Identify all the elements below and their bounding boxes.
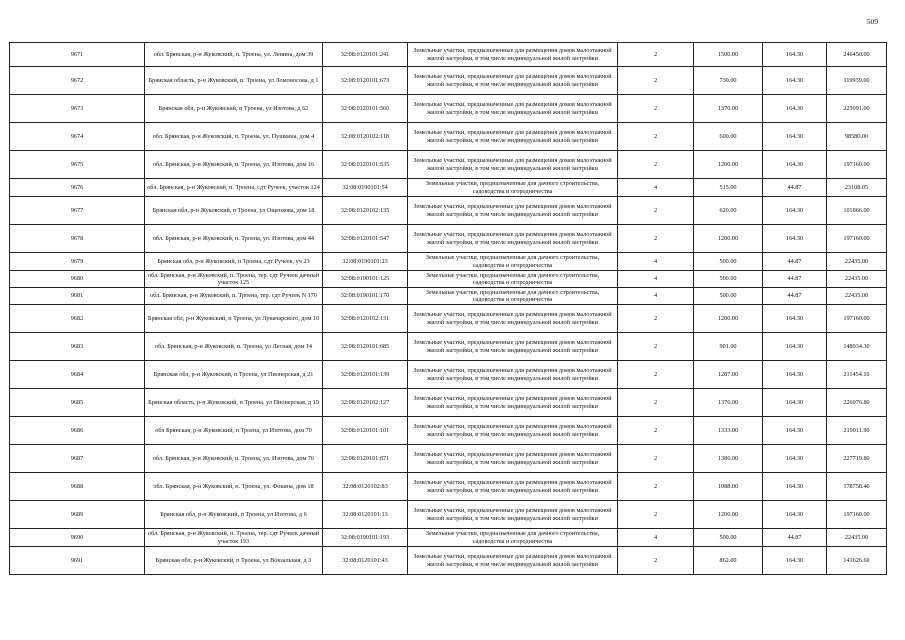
table-row bbox=[10, 67, 887, 95]
row-number: 9677 bbox=[10, 197, 145, 225]
land-purpose-cell: Земельные участки, предназначенные для размещения домов малоэтажной жилой застройки, в том числе индивидуальной жилой застройки bbox=[408, 389, 618, 417]
rate-cell: 164.30 bbox=[763, 547, 827, 575]
cadastral-number-cell: 32:08:0120102:131 bbox=[323, 305, 408, 333]
group-cell: 2 bbox=[618, 333, 694, 361]
address-cell: обл. Брянская, р-н Жуковский, п. Троена, ул. Пушкина, дом 4 bbox=[145, 123, 323, 151]
group-cell: 2 bbox=[618, 123, 694, 151]
rate-cell: 164.30 bbox=[763, 305, 827, 333]
row-number: 9682 bbox=[10, 305, 145, 333]
row-number: 9680 bbox=[10, 271, 145, 288]
row-number: 9672 bbox=[10, 67, 145, 95]
table-row bbox=[10, 225, 887, 253]
cadastral-value-cell: 197160.00 bbox=[827, 305, 887, 333]
cadastral-number-cell: 32:08:0120102:135 bbox=[323, 197, 408, 225]
address-cell: обл. Брянская, р-н Жуковский, п. Троена, ул. Фокина, дом 18 bbox=[145, 473, 323, 501]
land-purpose-cell: Земельные участки, предназначенные для дачного строительства, садоводства и огородничества bbox=[408, 288, 618, 305]
table-row bbox=[10, 95, 887, 123]
row-number: 9681 bbox=[10, 288, 145, 305]
area-cell: 1386.00 bbox=[694, 445, 763, 473]
land-purpose-cell: Земельные участки, предназначенные для размещения домов малоэтажной жилой застройки, в том числе индивидуальной жилой застройки bbox=[408, 305, 618, 333]
table-row bbox=[10, 271, 887, 288]
cadastral-number-cell: 32:08:0120101:871 bbox=[323, 445, 408, 473]
cadastral-number-cell: 32:08:0190101:193 bbox=[323, 529, 408, 547]
address-cell: обл. Брянская, р-н Жуковский, п. Троена, ул. Изотова, дом 44 bbox=[145, 225, 323, 253]
area-cell: 500.00 bbox=[694, 271, 763, 288]
rate-cell: 164.30 bbox=[763, 197, 827, 225]
cadastral-number-cell: 32:08:0190101:125 bbox=[323, 271, 408, 288]
table-row bbox=[10, 123, 887, 151]
address-cell: Брянская область, р-н Жуковский, п Троена, ул Пионерская, д 19 bbox=[145, 389, 323, 417]
group-cell: 2 bbox=[618, 197, 694, 225]
cadastral-value-cell: 22435.00 bbox=[827, 253, 887, 271]
cadastral-number-cell: 32:08:0120101:13 bbox=[323, 501, 408, 529]
table-row bbox=[10, 151, 887, 179]
area-cell: 500.00 bbox=[694, 529, 763, 547]
address-cell: обл. Брянская, р-н Жуковский, п. Троена, тер. сдт Ручеек дачный участок 193 bbox=[145, 529, 323, 547]
cadastral-value-cell: 98580.00 bbox=[827, 123, 887, 151]
row-number: 9686 bbox=[10, 417, 145, 445]
group-cell: 2 bbox=[618, 225, 694, 253]
address-cell: Брянская обл, р-н Жуковский, п Троена, ул Вокзальная, д 3 bbox=[145, 547, 323, 575]
address-cell: обл. Брянская, р-н Жуковский, п. Троена, тер. сдт Ручеек дачный участок 125 bbox=[145, 271, 323, 288]
row-number: 9678 bbox=[10, 225, 145, 253]
land-purpose-cell: Земельные участки, предназначенные для размещения домов малоэтажной жилой застройки, в том числе индивидуальной жилой застройки bbox=[408, 225, 618, 253]
table-row bbox=[10, 473, 887, 501]
table-row bbox=[10, 547, 887, 575]
land-purpose-cell: Земельные участки, предназначенные для размещения домов малоэтажной жилой застройки, в том числе индивидуальной жилой застройки bbox=[408, 151, 618, 179]
address-cell: обл Брянская, р-н Жуковский, п Троена, ул Изотова, дом 70 bbox=[145, 417, 323, 445]
cadastral-value-cell: 23108.05 bbox=[827, 179, 887, 197]
cadastral-number-cell: 32:08:0120102:127 bbox=[323, 389, 408, 417]
table-row bbox=[10, 197, 887, 225]
cadastral-value-cell: 219011.90 bbox=[827, 417, 887, 445]
row-number: 9674 bbox=[10, 123, 145, 151]
area-cell: 1287.00 bbox=[694, 361, 763, 389]
cadastral-number-cell: 32:08:0120101:241 bbox=[323, 43, 408, 67]
cadastral-number-cell: 32:08:0120101:560 bbox=[323, 95, 408, 123]
address-cell: обл. Брянская, р-н Жуковский, п. Троена, ул. Ленина, дом 39 bbox=[145, 43, 323, 67]
address-cell: Брянская обл, р-н Жуковский, п Троена, ул Ощепкова, дом 18 bbox=[145, 197, 323, 225]
rate-cell: 164.30 bbox=[763, 225, 827, 253]
table-row bbox=[10, 361, 887, 389]
cadastral-number-cell: 32:08:0120101:547 bbox=[323, 225, 408, 253]
group-cell: 2 bbox=[618, 95, 694, 123]
cadastral-value-cell: 22435.00 bbox=[827, 271, 887, 288]
area-cell: 901.00 bbox=[694, 333, 763, 361]
table-row bbox=[10, 445, 887, 473]
cadastral-value-cell: 22435.00 bbox=[827, 288, 887, 305]
land-purpose-cell: Земельные участки, предназначенные для размещения домов малоэтажной жилой застройки, в том числе индивидуальной жилой застройки bbox=[408, 197, 618, 225]
land-purpose-cell: Земельные участки, предназначенные для размещения домов малоэтажной жилой застройки, в том числе индивидуальной жилой застройки bbox=[408, 501, 618, 529]
land-purpose-cell: Земельные участки, предназначенные для размещения домов малоэтажной жилой застройки, в том числе индивидуальной жилой застройки bbox=[408, 67, 618, 95]
cadastral-value-cell: 197160.00 bbox=[827, 151, 887, 179]
cadastral-number-cell: 32:08:0120101:139 bbox=[323, 361, 408, 389]
land-purpose-cell: Земельные участки, предназначенные для размещения домов малоэтажной жилой застройки, в том числе индивидуальной жилой застройки bbox=[408, 473, 618, 501]
land-purpose-cell: Земельные участки, предназначенные для дачного строительства, садоводства и огородничества bbox=[408, 253, 618, 271]
table-row bbox=[10, 529, 887, 547]
page-number: 509 bbox=[866, 17, 878, 26]
row-number: 9673 bbox=[10, 95, 145, 123]
address-cell: Брянская обл, р-н Жуковский, п Троена, сдт Ручеек, уч 23 bbox=[145, 253, 323, 271]
area-cell: 862.00 bbox=[694, 547, 763, 575]
cadastral-value-cell: 211454.10 bbox=[827, 361, 887, 389]
cadastral-number-cell: 32:08:0190101:170 bbox=[323, 288, 408, 305]
land-purpose-cell: Земельные участки, предназначенные для размещения домов малоэтажной жилой застройки, в том числе индивидуальной жилой застройки bbox=[408, 547, 618, 575]
cadastral-number-cell: 32:08:0120102:83 bbox=[323, 473, 408, 501]
rate-cell: 164.30 bbox=[763, 67, 827, 95]
table-row bbox=[10, 288, 887, 305]
group-cell: 2 bbox=[618, 361, 694, 389]
group-cell: 2 bbox=[618, 67, 694, 95]
area-cell: 500.00 bbox=[694, 253, 763, 271]
land-purpose-cell: Земельные участки, предназначенные для дачного строительства, садоводства и огородничества bbox=[408, 179, 618, 197]
table-row bbox=[10, 417, 887, 445]
land-purpose-cell: Земельные участки, предназначенные для размещения домов малоэтажной жилой застройки, в том числе индивидуальной жилой застройки bbox=[408, 95, 618, 123]
row-number: 9687 bbox=[10, 445, 145, 473]
row-number: 9691 bbox=[10, 547, 145, 575]
row-number: 9683 bbox=[10, 333, 145, 361]
rate-cell: 44.87 bbox=[763, 288, 827, 305]
cadastral-number-cell: 32:08:0120101:43 bbox=[323, 547, 408, 575]
cadastral-value-cell: 148034.30 bbox=[827, 333, 887, 361]
cadastral-value-cell: 141626.60 bbox=[827, 547, 887, 575]
table-body bbox=[10, 43, 887, 575]
group-cell: 4 bbox=[618, 529, 694, 547]
address-cell: Брянская обл, р-н Жуковский, п Троена, ул Пионерская, д 21 bbox=[145, 361, 323, 389]
area-cell: 600.00 bbox=[694, 123, 763, 151]
area-cell: 515.00 bbox=[694, 179, 763, 197]
row-number: 9684 bbox=[10, 361, 145, 389]
cadastral-value-cell: 22435.00 bbox=[827, 529, 887, 547]
cadastral-value-cell: 178758.40 bbox=[827, 473, 887, 501]
land-purpose-cell: Земельные участки, предназначенные для размещения домов малоэтажной жилой застройки, в том числе индивидуальной жилой застройки bbox=[408, 333, 618, 361]
area-cell: 1370.00 bbox=[694, 95, 763, 123]
group-cell: 4 bbox=[618, 253, 694, 271]
rate-cell: 164.30 bbox=[763, 445, 827, 473]
land-purpose-cell: Земельные участки, предназначенные для размещения домов малоэтажной жилой застройки, в том числе индивидуальной жилой застройки bbox=[408, 417, 618, 445]
row-number: 9671 bbox=[10, 43, 145, 67]
row-number: 9689 bbox=[10, 501, 145, 529]
area-cell: 1088.00 bbox=[694, 473, 763, 501]
area-cell: 1500.00 bbox=[694, 43, 763, 67]
group-cell: 2 bbox=[618, 547, 694, 575]
address-cell: Брянская обл, р-н Жуковский, п Троена, ул Изотова, д 62 bbox=[145, 95, 323, 123]
group-cell: 4 bbox=[618, 179, 694, 197]
rate-cell: 164.30 bbox=[763, 95, 827, 123]
address-cell: обл. Брянская, р-н Жуковский, п. Троена, ул. Изотова, дом 16 bbox=[145, 151, 323, 179]
address-cell: Брянская обл, р-н Жуковский, п Троена, ул Луначарского, дом 10 bbox=[145, 305, 323, 333]
row-number: 9685 bbox=[10, 389, 145, 417]
group-cell: 2 bbox=[618, 501, 694, 529]
row-number: 9679 bbox=[10, 253, 145, 271]
area-cell: 730.00 bbox=[694, 67, 763, 95]
land-purpose-cell: Земельные участки, предназначенные для размещения домов малоэтажной жилой застройки, в том числе индивидуальной жилой застройки bbox=[408, 43, 618, 67]
cadastral-value-cell: 197160.00 bbox=[827, 225, 887, 253]
address-cell: Брянская область, р-н Жуковский, п. Троена, ул Ломоносова, д 1 bbox=[145, 67, 323, 95]
cadastral-value-cell: 101866.00 bbox=[827, 197, 887, 225]
rate-cell: 44.87 bbox=[763, 271, 827, 288]
cadastral-value-cell: 246450.00 bbox=[827, 43, 887, 67]
group-cell: 2 bbox=[618, 305, 694, 333]
rate-cell: 164.30 bbox=[763, 361, 827, 389]
group-cell: 2 bbox=[618, 473, 694, 501]
table-row bbox=[10, 389, 887, 417]
area-cell: 1333.00 bbox=[694, 417, 763, 445]
address-cell: обл. Брянская, р-н Жуковский, п. Троена, тер. сдт Ручеек N 170 bbox=[145, 288, 323, 305]
address-cell: обл. Брянская, р-н Жуковский, п. Троена, ул. Изотова, дом 76 bbox=[145, 445, 323, 473]
area-cell: 1376.00 bbox=[694, 389, 763, 417]
area-cell: 1200.00 bbox=[694, 151, 763, 179]
rate-cell: 164.30 bbox=[763, 417, 827, 445]
rate-cell: 44.87 bbox=[763, 253, 827, 271]
cadastral-number-cell: 32:08:0120102:118 bbox=[323, 123, 408, 151]
table-row bbox=[10, 43, 887, 67]
group-cell: 4 bbox=[618, 288, 694, 305]
row-number: 9690 bbox=[10, 529, 145, 547]
rate-cell: 164.30 bbox=[763, 501, 827, 529]
area-cell: 500.00 bbox=[694, 288, 763, 305]
cadastral-value-cell: 225091.00 bbox=[827, 95, 887, 123]
group-cell: 2 bbox=[618, 445, 694, 473]
area-cell: 1200.00 bbox=[694, 501, 763, 529]
cadastral-value-cell: 197160.00 bbox=[827, 501, 887, 529]
table-row bbox=[10, 179, 887, 197]
cadastral-value-cell: 227719.80 bbox=[827, 445, 887, 473]
row-number: 9675 bbox=[10, 151, 145, 179]
cadastral-number-cell: 32:08:0120101:535 bbox=[323, 151, 408, 179]
rate-cell: 164.30 bbox=[763, 333, 827, 361]
table-row bbox=[10, 305, 887, 333]
area-cell: 1200.00 bbox=[694, 225, 763, 253]
land-purpose-cell: Земельные участки, предназначенные для размещения домов малоэтажной жилой застройки, в том числе индивидуальной жилой застройки bbox=[408, 361, 618, 389]
group-cell: 4 bbox=[618, 271, 694, 288]
cadastral-number-cell: 32:08:0190101:54 bbox=[323, 179, 408, 197]
group-cell: 2 bbox=[618, 43, 694, 67]
land-registry-table bbox=[9, 42, 887, 575]
rate-cell: 164.30 bbox=[763, 43, 827, 67]
rate-cell: 164.30 bbox=[763, 389, 827, 417]
cadastral-number-cell: 32:08:0120101:101 bbox=[323, 417, 408, 445]
row-number: 9676 bbox=[10, 179, 145, 197]
group-cell: 2 bbox=[618, 151, 694, 179]
rate-cell: 44.87 bbox=[763, 529, 827, 547]
row-number: 9688 bbox=[10, 473, 145, 501]
group-cell: 2 bbox=[618, 417, 694, 445]
address-cell: Брянская обл, р-н Жуковский, п Троена, ул Изотова, д 6 bbox=[145, 501, 323, 529]
rate-cell: 164.30 bbox=[763, 473, 827, 501]
cadastral-value-cell: 119939.00 bbox=[827, 67, 887, 95]
table-row bbox=[10, 253, 887, 271]
rate-cell: 164.30 bbox=[763, 123, 827, 151]
land-purpose-cell: Земельные участки, предназначенные для размещения домов малоэтажной жилой застройки, в том числе индивидуальной жилой застройки bbox=[408, 123, 618, 151]
cadastral-value-cell: 226076.80 bbox=[827, 389, 887, 417]
cadastral-number-cell: 32:08:0190101:23 bbox=[323, 253, 408, 271]
table-row bbox=[10, 501, 887, 529]
table-row bbox=[10, 333, 887, 361]
area-cell: 1200.00 bbox=[694, 305, 763, 333]
rate-cell: 44.87 bbox=[763, 179, 827, 197]
group-cell: 2 bbox=[618, 389, 694, 417]
address-cell: обл. Брянская, р-н Жуковский, п. Троена, сдт Ручеек, участок 124 bbox=[145, 179, 323, 197]
cadastral-number-cell: 32:08:0120101:685 bbox=[323, 333, 408, 361]
area-cell: 620.00 bbox=[694, 197, 763, 225]
land-purpose-cell: Земельные участки, предназначенные для размещения домов малоэтажной жилой застройки, в том числе индивидуальной жилой застройки bbox=[408, 445, 618, 473]
land-purpose-cell: Земельные участки, предназначенные для дачного строительства, садоводства и огородничества bbox=[408, 529, 618, 547]
address-cell: обл. Брянская, р-н Жуковский, п. Троена, ул Лесная, дом 14 bbox=[145, 333, 323, 361]
cadastral-number-cell: 32:08:0120101:673 bbox=[323, 67, 408, 95]
land-purpose-cell: Земельные участки, предназначенные для дачного строительства, садоводства и огородничества bbox=[408, 271, 618, 288]
rate-cell: 164.30 bbox=[763, 151, 827, 179]
